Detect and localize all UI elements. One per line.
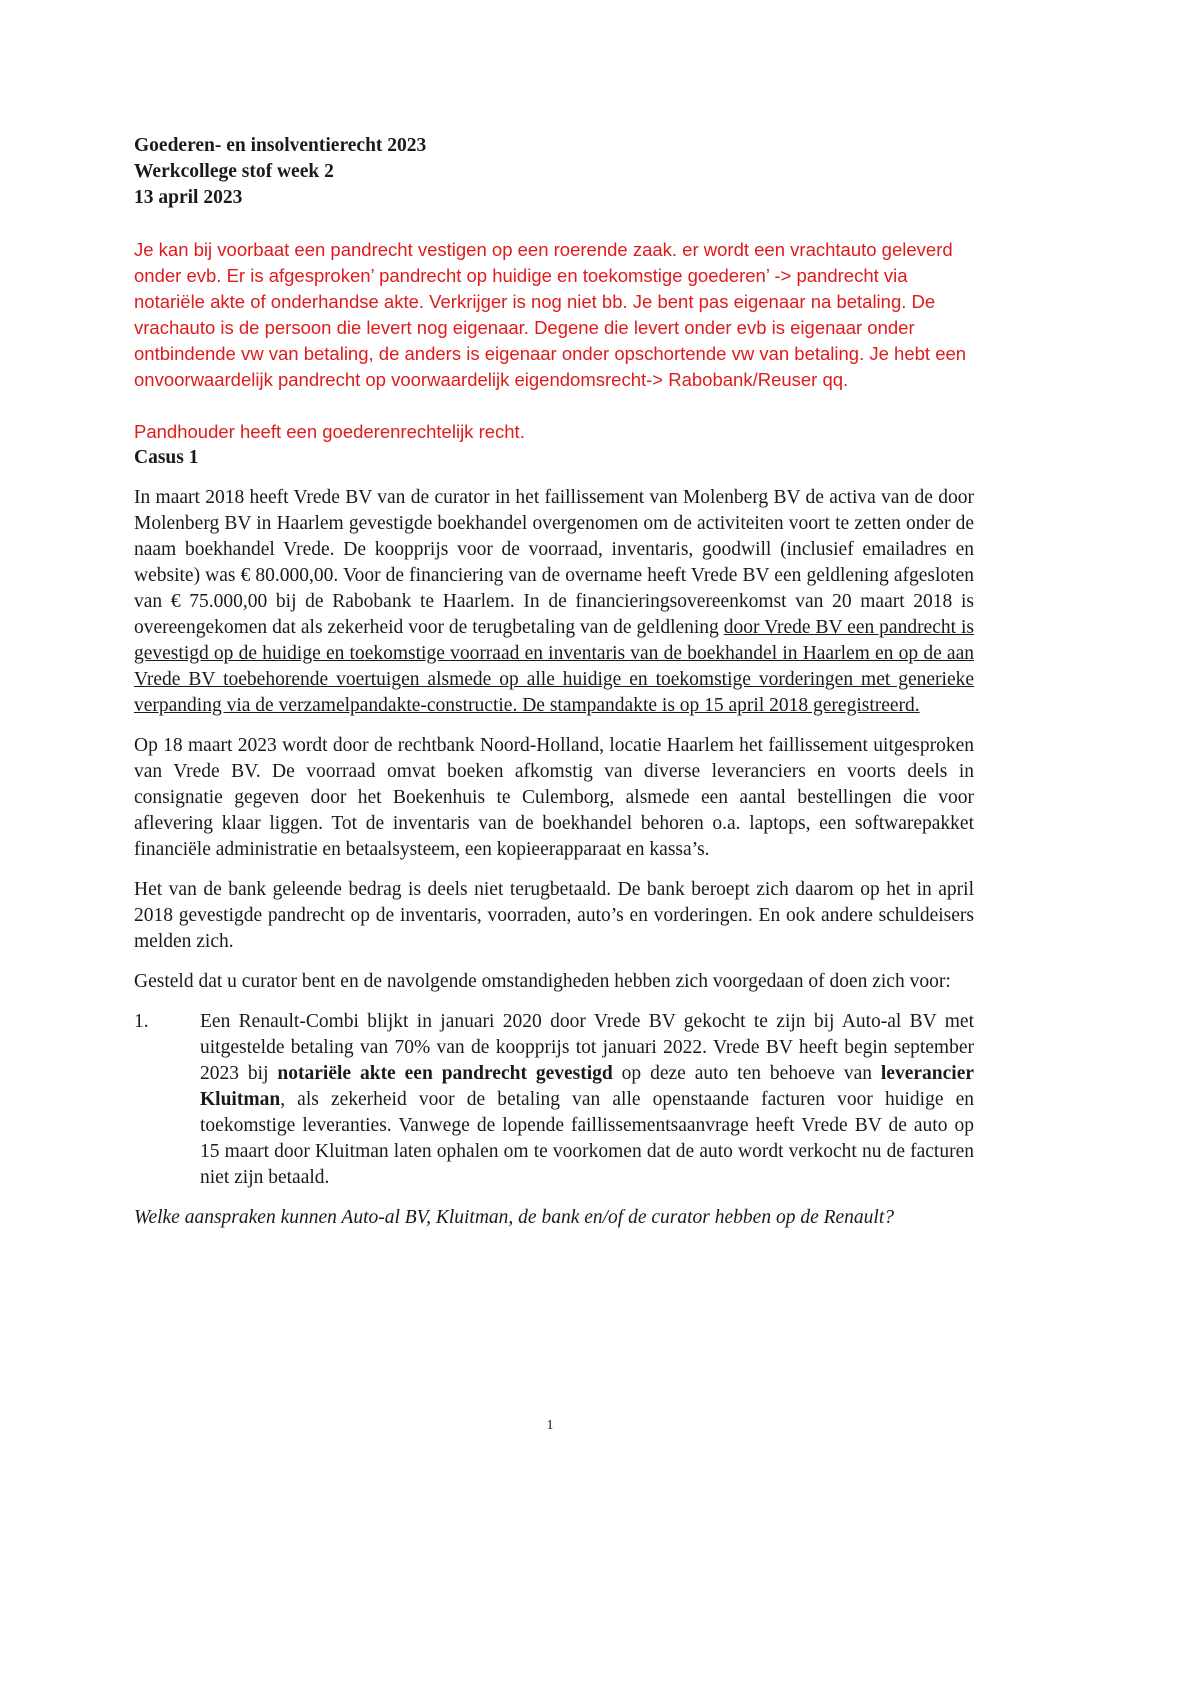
list-item: [134, 1009, 974, 1191]
student-note-paragraph: Je kan bij voorbaat een pandrecht vestigen op een roerende zaak. er wordt een vrachtauto geleverd onder evb. Er is afgesproken’ pandrecht op huidige en toekomstige goederen’ -> pandrecht via notariële akte of onderhandse akte. Verkrijger is nog niet bb. Je bent pas eigenaar na betaling. De vrachauto is de persoon die levert nog eigenaar. Degene die levert onder evb is eigenaar onder ontbindende vw van betaling, de anders is eigenaar onder opschortende vw van betaling. Je hebt een onvoorwaardelijk pandrecht op voorwaardelijk eigendomsrecht-> Rabobank/Reuser qq.: [134, 239, 967, 390]
casus-paragraph-bankruptcy: Op 18 maart 2023 wordt door de rechtbank Noord-Holland, locatie Haarlem het faillissement uitgesproken van Vrede BV. De voorraad omvat boeken afkomstig van diverse leveranciers en voorts deels in consignatie gegeven door het Boekenhuis te Culemborg, alsmede een aantal bestellingen die voor aflevering klaar liggen. Tot de inventaris van de boekhandel behoren o.a. laptops, een softwarepakket financiële administratie en betaalsysteem, een kopieerapparaat en kassa’s.: [134, 735, 974, 860]
spacer: [134, 863, 974, 877]
spacer: [134, 393, 974, 419]
list-item-text: Een Renault-Combi blijkt in januari 2020 door Vrede BV gekocht te zijn bij Auto-al BV met uitgestelde betaling van 70% van de koopprijs tot januari 2022. Vrede BV heeft begin september 2023 bij: [200, 1011, 974, 1084]
list-item-body: [200, 1009, 974, 1191]
list-item-bold-text: notariële akte een pandrecht gevestigd: [277, 1063, 613, 1084]
spacer: [134, 955, 974, 969]
spacer: [134, 1191, 974, 1205]
casus-paragraph-bank-claim: Het van de bank geleende bedrag is deels niet terugbetaald. De bank beroept zich daarom op het in april 2018 gevestigde pandrecht op de inventaris, voorraden, auto’s en vorderingen. En ook andere schuldeisers melden zich.: [134, 879, 974, 952]
spacer: [134, 995, 974, 1009]
spacer: [134, 211, 974, 237]
document-date: 13 april 2023: [134, 187, 243, 208]
list-item-text: op deze auto ten behoeve van: [612, 1063, 881, 1084]
casus-question: Welke aanspraken kunnen Auto-al BV, Kluitman, de bank en/of de curator hebben op de Renault?: [134, 1207, 894, 1228]
document-subtitle: Werkcollege stof week 2: [134, 161, 334, 182]
casus-title: Casus 1: [134, 447, 199, 468]
page-number: 1: [546, 1418, 554, 1433]
spacer: [134, 719, 974, 733]
list-item-number: 1.: [134, 1011, 149, 1032]
casus-paragraph-intro: [134, 485, 974, 719]
list-item-text: , als zekerheid voor de betaling van alle openstaande facturen voor huidige en toekomstige leveranties. Vanwege de lopende faillissementsaanvrage heeft Vrede BV de auto op 15 maart door Kluitman laten ophalen om te voorkomen dat de auto wordt verkocht nu de facturen niet zijn betaald.: [200, 1089, 974, 1188]
document-page: [134, 133, 974, 1231]
casus-paragraph-curator: Gesteld dat u curator bent en de navolgende omstandigheden hebben zich voorgedaan of doen zich voor:: [134, 971, 951, 992]
spacer: [134, 471, 974, 485]
student-note-pandhouder: Pandhouder heeft een goederenrechtelijk recht.: [134, 421, 525, 442]
casus-intro-text: In maart 2018 heeft Vrede BV van de curator in het faillissement van Molenberg BV de activa van de door Molenberg BV in Haarlem gevestigde boekhandel overgenomen om de activiteiten voort te zetten onder de naam boekhandel Vrede. De koopprijs voor de voorraad, inventaris, goodwill (inclusief emailadres en website) was € 80.000,00. Voor de financiering van de overname heeft Vrede BV een geldlening afgesloten van € 75.000,00 bij de Rabobank te Haarlem. In de financieringsovereenkomst van 20 maart 2018 is overeengekomen dat als zekerheid voor de terugbetaling van de geldlening: [134, 487, 974, 638]
list-item-bold-text: leverancier Kluitman: [200, 1063, 975, 1110]
course-title: Goederen- en insolventierecht 2023: [134, 135, 427, 156]
casus-intro-underlined: door Vrede BV een pandrecht is gevestigd op de huidige en toekomstige voorraad en inventaris van de boekhandel in Haarlem en op de aan Vrede BV toebehorende voertuigen alsmede op alle huidige en toekomstige vorderingen met generieke verpanding via de verzamelpandakte-constructie. De stampandakte is op 15 april 2018 geregistreerd.: [134, 617, 974, 716]
